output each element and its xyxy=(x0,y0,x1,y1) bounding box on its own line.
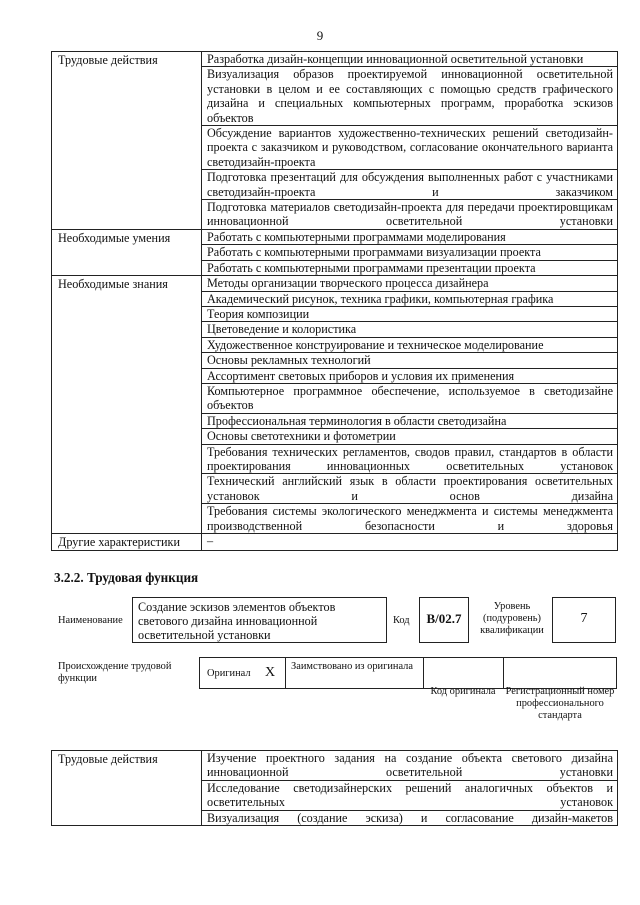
code-caption: Код оригинала xyxy=(430,686,496,697)
table-cell: Методы организации творческого процесса дизайнера xyxy=(202,276,618,291)
table-cell: Теория композиции xyxy=(202,306,618,321)
table-cell: Разработка дизайн-концепции инновационной осветительной установки xyxy=(202,52,618,67)
page-number: 9 xyxy=(316,28,324,43)
table-cell: Основы рекламных технологий xyxy=(202,353,618,368)
origin-divider-2 xyxy=(423,657,424,689)
origin-label: Происхождение трудовой функции xyxy=(58,661,172,684)
row-label-other: Другие характеристики xyxy=(52,534,202,551)
table-cell: Технический английский язык в области проектирования осветительных установок и основ дизайна xyxy=(202,474,618,504)
table-cell: Визуализация (создание эскиза) и согласование дизайн-макетов xyxy=(202,810,618,825)
table-cell: – xyxy=(202,534,618,551)
row-label-labor-actions: Трудовые действия xyxy=(52,52,202,230)
table-cell: Цветоведение и колористика xyxy=(202,322,618,337)
section-heading: 3.2.2. Трудовая функция xyxy=(54,570,199,585)
table-cell: Исследование светодизайнерских решений аналогичных объектов и осветительных установок xyxy=(202,780,618,810)
name-label: Наименование xyxy=(58,615,123,626)
borrowed-label: Заимствовано из оригинала xyxy=(291,661,413,672)
row-label-skills: Необходимые умения xyxy=(52,229,202,275)
table-cell: Ассортимент световых приборов и условия их применения xyxy=(202,368,618,383)
table-cell: Визуализация образов проектируемой инновационной осветительной установки в целом и ее составляющих с помощью средств графического дизайна и специальных компьютерных программ, проработка эскизов объектов xyxy=(202,67,618,126)
table-cell: Обсуждение вариантов художественно-технических решений светодизайн-проекта с заказчиком и руководством, согласование окончательного варианта светодизайн-проекта xyxy=(202,126,618,170)
table-cell: Академический рисунок, техника графики, компьютерная графика xyxy=(202,291,618,306)
table-cell: Требования технических регламентов, сводов правил, стандартов в области проектирования инновационных осветительных установок xyxy=(202,444,618,474)
code-value: В/02.7 xyxy=(426,611,462,626)
row-label-labor-actions-2: Трудовые действия xyxy=(52,751,202,826)
original-label: Оригинал xyxy=(207,668,251,679)
row-label-knowledge: Необходимые знания xyxy=(52,276,202,534)
reg-caption: Регистрационный номер профессионального стандарта xyxy=(505,686,615,721)
labor-function-table xyxy=(51,51,618,551)
level-label: Уровень (подуровень) квалификации xyxy=(480,601,544,636)
table-row xyxy=(52,534,618,551)
table-cell: Изучение проектного задания на создание объекта светового дизайна инновационной осветительной установки xyxy=(202,751,618,781)
table-cell: Основы светотехники и фотометрии xyxy=(202,429,618,444)
table-cell: Работать с компьютерными программами моделирования xyxy=(202,229,618,244)
name-value: Создание эскизов элементов объектов светового дизайна инновационной осветительной установки xyxy=(138,600,336,643)
table-cell: Работать с компьютерными программами визуализации проекта xyxy=(202,245,618,260)
labor-actions-table xyxy=(51,750,618,826)
origin-divider-1 xyxy=(285,657,286,689)
table-cell: Подготовка материалов светодизайн-проекта для передачи проектировщикам инновационной осветительной установки xyxy=(202,200,618,230)
table-row xyxy=(52,276,618,291)
table-row xyxy=(52,229,618,244)
table-cell: Работать с компьютерными программами презентации проекта xyxy=(202,260,618,275)
code-label: Код xyxy=(393,615,410,626)
table-row xyxy=(52,52,618,67)
table-cell: Требования системы экологического менеджмента и системы менеджмента производственной безопасности и здоровья xyxy=(202,504,618,534)
table-cell: Компьютерное программное обеспечение, используемое в светодизайне объектов xyxy=(202,383,618,413)
table-cell: Художественное конструирование и техническое моделирование xyxy=(202,337,618,352)
level-value: 7 xyxy=(580,611,588,626)
origin-divider-3 xyxy=(503,657,504,689)
original-mark: Х xyxy=(265,665,276,680)
table-row xyxy=(52,751,618,781)
table-cell: Подготовка презентаций для обсуждения выполненных работ с участниками светодизайн-проекта и заказчиком xyxy=(202,170,618,200)
table-cell: Профессиональная терминология в области светодизайна xyxy=(202,413,618,428)
